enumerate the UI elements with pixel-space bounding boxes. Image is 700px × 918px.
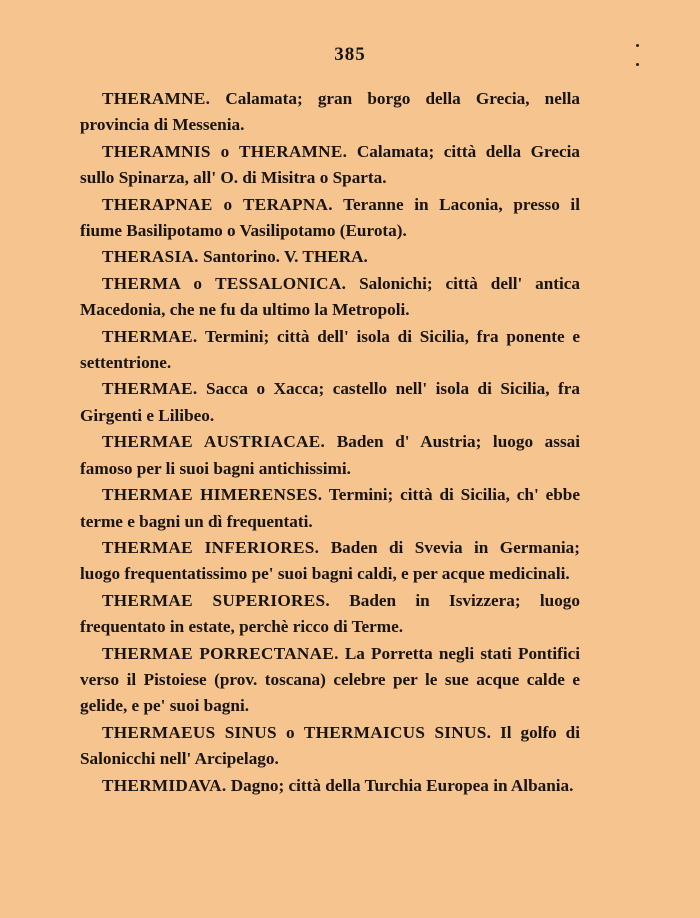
dictionary-entry — [80, 324, 580, 377]
dictionary-entry — [80, 720, 580, 773]
entry-text: Baden d' Austria; luogo assai famoso per li suoi bagni antichissimi. — [80, 432, 581, 478]
entry-text: La Porretta negli stati Pontifici verso il Pistoiese (prov. toscana) celebre per le sue acque calde e gelide, e pe' suoi bagni. — [80, 643, 581, 716]
entry-headword: THERMIDAVA. — [102, 775, 227, 795]
entry-text: Dagno; città della Turchia Europea in Albania. — [230, 775, 574, 795]
dictionary-entry — [80, 376, 580, 429]
dictionary-entry — [80, 86, 580, 139]
page-number: 385 — [334, 44, 366, 65]
dictionary-entries — [80, 86, 580, 799]
entry-headword: THERMAE AUSTRIACAE. — [102, 432, 326, 452]
entry-text: Termini; città di Sicilia, ch' ebbe terme e bagni un dì frequentati. — [80, 485, 580, 531]
entry-headword: THERAMNIS o THERAMNE. — [102, 141, 348, 161]
entry-headword: THERASIA. — [102, 247, 199, 267]
dictionary-entry — [80, 192, 580, 245]
entry-text: Termini; città dell' isola di Sicilia, fra ponente e settentrione. — [80, 326, 580, 373]
entry-headword: THERMAE. — [102, 326, 198, 346]
entry-headword: THERAMNE. — [102, 89, 211, 108]
dictionary-entry — [80, 482, 580, 535]
margin-marks — [636, 44, 642, 68]
entry-text: Santorino. V. THERA. — [203, 247, 368, 267]
entry-headword: THERMAEUS SINUS o THERMAICUS SINUS. — [102, 722, 492, 742]
dictionary-entry — [80, 588, 580, 641]
entry-headword: THERAPNAE o TERAPNA. — [102, 194, 333, 214]
entry-text: Baden in Isvizzera; luogo frequentato in estate, perchè ricco di Terme. — [80, 590, 580, 637]
dictionary-entry — [80, 244, 580, 270]
entry-text: Baden di Svevia in Germania; luogo frequentatissimo pe' suoi bagni caldi, e per acque medicinali. — [80, 537, 580, 584]
entry-headword: THERMAE PORRECTANAE. — [102, 643, 339, 663]
entry-headword: THERMAE. — [102, 379, 198, 399]
dictionary-entry — [80, 773, 580, 799]
entry-text: Sacca o Xacca; castello nell' isola di Sicilia, fra Girgenti e Lilibeo. — [80, 379, 580, 425]
dictionary-entry — [80, 429, 580, 482]
entry-headword: THERMAE HIMERENSES. — [102, 485, 323, 505]
margin-dot — [636, 63, 639, 66]
entry-text: Calamata; gran borgo della Grecia, nella provincia di Messenia. — [80, 89, 580, 135]
entry-text: Il golfo di Salonicchi nell' Arcipelago. — [80, 722, 581, 769]
entry-headword: THERMAE SUPERIORES. — [102, 590, 330, 610]
margin-dot — [636, 44, 639, 47]
entry-headword: THERMAE INFERIORES. — [102, 537, 320, 557]
entry-text: Teranne in Laconia, presso il fiume Basilipotamo o Vasilipotamo (Eurota). — [80, 194, 580, 241]
entry-text: Calamata; città della Grecia sullo Spinarza, all' O. di Misitra o Sparta. — [80, 141, 580, 188]
dictionary-entry — [80, 535, 580, 588]
entry-headword: THERMA o TESSALONICA. — [102, 273, 347, 293]
dictionary-entry — [80, 271, 580, 324]
dictionary-entry — [80, 139, 580, 192]
entry-text: Salonichi; città dell' antica Macedonia, che ne fu da ultimo la Metropoli. — [80, 273, 580, 320]
dictionary-entry — [80, 641, 580, 720]
